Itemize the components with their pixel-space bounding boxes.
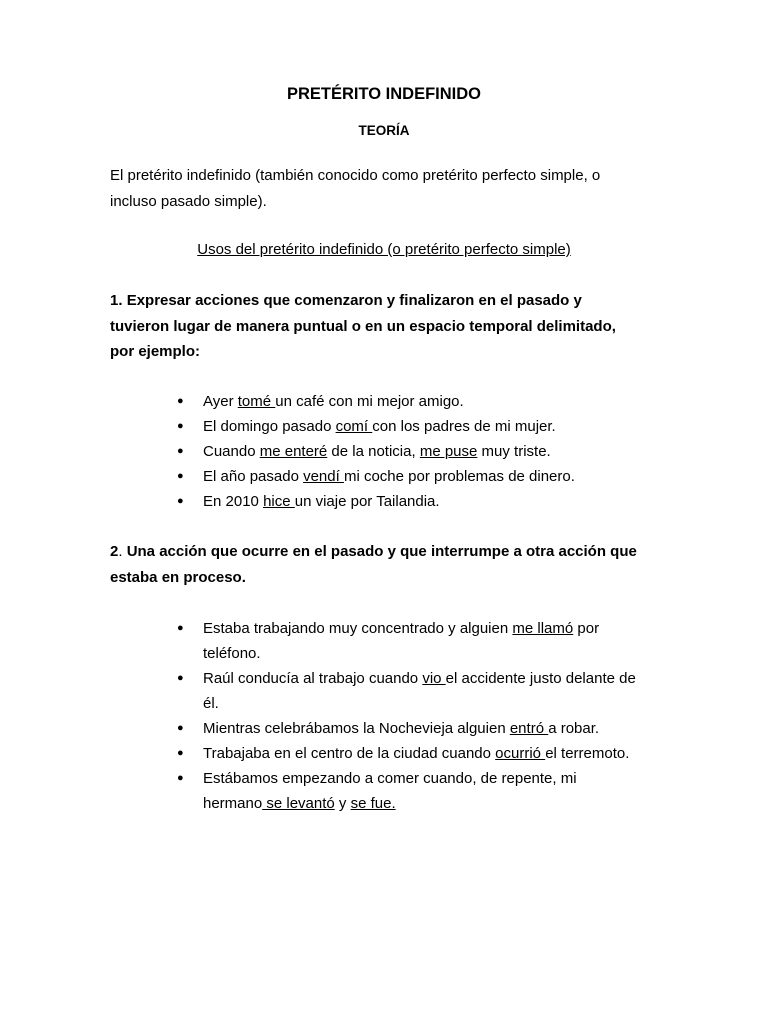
example-text: Raúl conducía al trabajo cuando [203, 670, 423, 687]
example-text: Cuando [203, 443, 260, 460]
verb-highlight: comí [335, 418, 373, 435]
verb-highlight: me enteré [259, 443, 328, 460]
bullet-icon: ● [177, 672, 184, 684]
point-number: 2 [110, 543, 119, 560]
document-title: PRETÉRITO INDEFINIDO [286, 85, 482, 103]
example-text: de la noticia, [327, 443, 420, 460]
verb-highlight: se fue. [350, 795, 396, 812]
example-text: Estaba trabajando muy concentrado y alguien [203, 620, 513, 637]
example-text: Ayer [203, 393, 238, 410]
example-text: y [334, 795, 351, 812]
section-heading: Usos del pretérito indefinido (o pretérito perfecto simple) [197, 241, 571, 258]
example-text: muy triste. [477, 443, 551, 460]
list-item [160, 439, 660, 464]
intro-paragraph [110, 163, 670, 214]
verb-highlight: vio [422, 670, 446, 687]
point-1-examples [160, 389, 660, 514]
verb-highlight: hice [263, 493, 295, 510]
point-2-examples [160, 616, 660, 816]
example-text: un café con mi mejor amigo. [275, 393, 464, 410]
example-text: él. [203, 695, 219, 712]
list-item [160, 766, 660, 816]
point-line: por ejemplo: [110, 343, 201, 360]
example-text: En 2010 [203, 493, 264, 510]
verb-highlight: vendí [303, 468, 344, 485]
point-1-heading [110, 288, 670, 365]
point-2-heading [110, 539, 670, 590]
list-item [160, 741, 660, 766]
point-number: 1. [110, 292, 123, 309]
intro-line: El pretérito indefinido (también conocido como pretérito perfecto simple, o [110, 167, 601, 184]
example-text: teléfono. [203, 645, 261, 662]
list-item [160, 389, 660, 414]
example-text: mi coche por problemas de dinero. [343, 468, 575, 485]
list-item [160, 666, 660, 716]
list-item [160, 414, 660, 439]
example-text: a robar. [548, 720, 600, 737]
example-text: Estábamos empezando a comer cuando, de repente, mi [203, 770, 577, 787]
point-line: tuvieron lugar de manera puntual o en un espacio temporal delimitado, [110, 317, 616, 335]
list-item [160, 616, 660, 666]
example-text: El año pasado [203, 468, 304, 485]
point-line: Expresar acciones que comenzaron y finalizaron en el pasado y [126, 292, 582, 309]
verb-highlight: ocurrió [495, 745, 546, 762]
intro-line: incluso pasado simple). [110, 192, 267, 210]
point-separator: . [118, 543, 127, 560]
verb-highlight: me llamó [512, 620, 574, 637]
bullet-icon: ● [177, 747, 184, 759]
point-line: estaba en proceso. [110, 568, 246, 586]
bullet-icon: ● [177, 445, 184, 457]
bullet-icon: ● [177, 495, 184, 507]
verb-highlight: se levantó [262, 795, 335, 812]
example-text: Trabajaba en el centro de la ciudad cuando [203, 745, 496, 762]
bullet-icon: ● [177, 722, 184, 734]
example-text: un viaje por Tailandia. [294, 493, 440, 510]
point-line: Una acción que ocurre en el pasado y que interrumpe a otra acción que [126, 543, 637, 560]
list-item [160, 489, 660, 514]
verb-highlight: entró [509, 720, 549, 737]
example-text: el accidente justo delante de [445, 670, 636, 687]
example-text: Mientras celebrábamos la Nochevieja alguien [203, 720, 510, 737]
bullet-icon: ● [177, 772, 184, 784]
example-text: con los padres de mi mujer. [372, 418, 556, 435]
example-text: el terremoto. [545, 745, 630, 762]
list-item [160, 716, 660, 741]
example-text: por [573, 620, 600, 637]
document-subtitle: TEORÍA [358, 123, 410, 138]
bullet-icon: ● [177, 622, 184, 634]
verb-highlight: tomé [237, 393, 276, 410]
verb-highlight: me puse [419, 443, 478, 460]
bullet-icon: ● [177, 470, 184, 482]
bullet-icon: ● [177, 420, 184, 432]
bullet-icon: ● [177, 395, 184, 407]
example-text: El domingo pasado [203, 418, 336, 435]
list-item [160, 464, 660, 489]
example-text: hermano [203, 795, 263, 812]
